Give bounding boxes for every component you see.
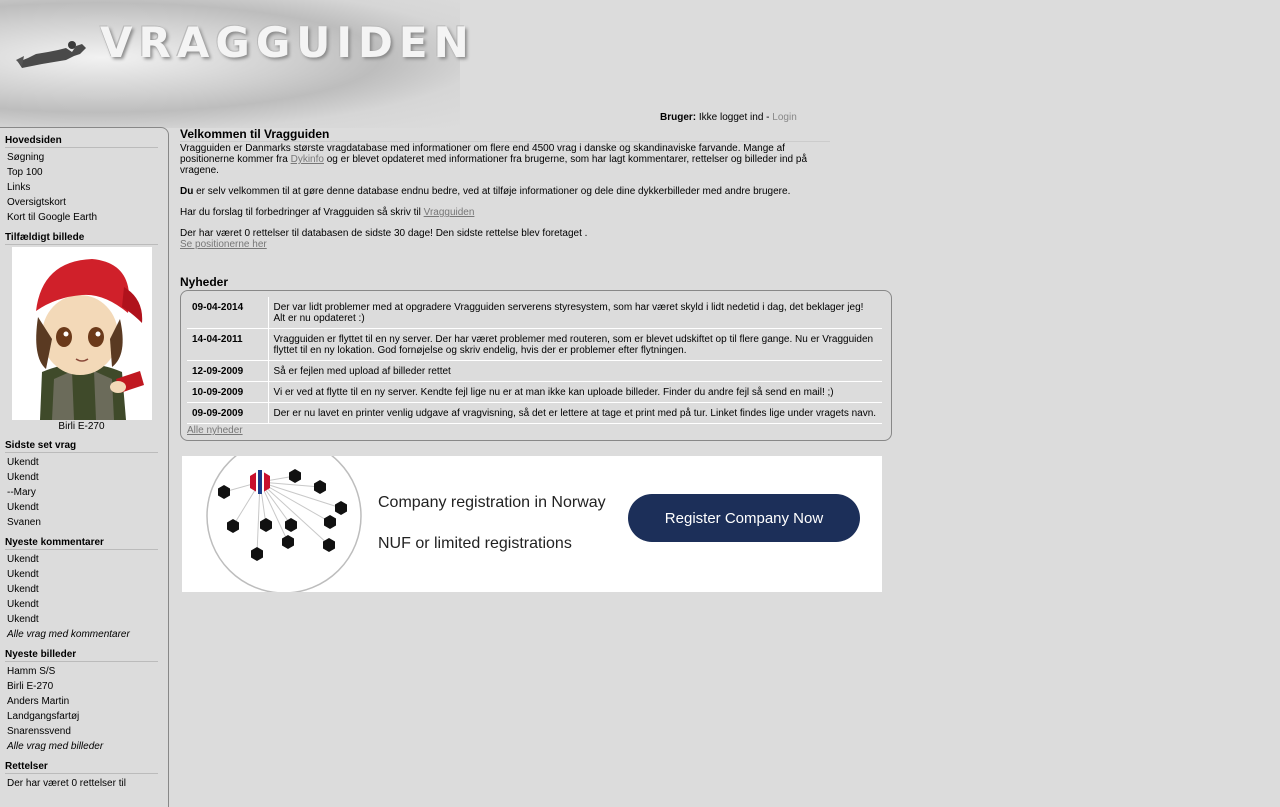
sidebar-last-seen-item[interactable]: --Mary	[7, 487, 36, 498]
all-news-link[interactable]: Alle nyheder	[187, 425, 243, 436]
site-header	[0, 0, 1280, 128]
login-link[interactable]: Login	[772, 112, 797, 123]
sidebar-last-seen-item[interactable]: Svanen	[7, 517, 41, 528]
sidebar-image-item[interactable]: Landgangsfartøj	[7, 711, 80, 722]
news-text: Der var lidt problemer med at opgradere Vragguiden serverens styresystem, som har været skyld i lidt nedetid i dag, det beklager jeg! Alt er nu opdateret :)	[268, 297, 882, 329]
sidebar-link-top100[interactable]: Top 100	[7, 167, 43, 178]
sidebar-heading-corrections: Rettelser	[5, 761, 158, 774]
news-date: 10-09-2009	[187, 382, 268, 403]
news-box	[180, 290, 892, 441]
page-title: Velkommen til Vragguiden	[180, 128, 830, 142]
sidebar-corrections-section	[5, 761, 158, 791]
news-date: 12-09-2009	[187, 361, 268, 382]
news-text: Vi er ved at flytte til en ny server. Kendte fejl lige nu er at man ikke kan uploade billeder. Finder du andre fejl så send en mail! ;)	[268, 382, 882, 403]
user-status	[660, 112, 797, 123]
sidebar-link-search[interactable]: Søgning	[7, 152, 45, 163]
login-status: Ikke logget ind -	[698, 112, 770, 123]
sidebar-comment-item[interactable]: Ukendt	[7, 599, 39, 610]
news-date: 14-04-2011	[187, 329, 268, 361]
news-text: Der er nu lavet en printer venlig udgave af vragvisning, så det er lettere at tage et print med på tur. Linket findes lige under vragets navn.	[268, 403, 882, 424]
dykinfo-link[interactable]: Dykinfo	[290, 154, 324, 165]
sidebar-link-google-earth[interactable]: Kort til Google Earth	[7, 212, 98, 223]
welcome-paragraph: Du er selv velkommen til at gøre denne database endnu bedre, ved at tilføje informationer og dele dine dykkerbilleder med andre brugere.	[180, 186, 791, 197]
intro-paragraph: Vragguiden er Danmarks største vragdatabase med informationer om flere end 4500 vrag i danske og skandinaviske farvande. Mange af positionerne kommer fra Dykinfo og er blevet opdateret med informationer fra brugerne, som har lagt kommentarer, rettelser og billeder ind på vragene.	[180, 143, 808, 176]
sidebar-comment-item[interactable]: Ukendt	[7, 614, 39, 625]
news-row	[187, 403, 882, 424]
logo-text: VRAGGUIDEN	[100, 18, 475, 67]
sidebar-last-seen-item[interactable]: Ukendt	[7, 472, 39, 483]
sidebar-heading-random-image: Tilfældigt billede	[5, 232, 158, 245]
sidebar-main-section	[5, 135, 158, 225]
sidebar-heading-images: Nyeste billeder	[5, 649, 158, 662]
news-heading: Nyheder	[180, 275, 229, 289]
news-row	[187, 361, 882, 382]
news-table	[187, 297, 882, 424]
sidebar-all-comments-link[interactable]: Alle vrag med kommentarer	[7, 629, 130, 640]
suggestion-paragraph: Har du forslag til forbedringer af Vragguiden så skriv til Vragguiden	[180, 207, 475, 218]
sidebar-comment-item[interactable]: Ukendt	[7, 584, 39, 595]
diver-icon	[14, 36, 94, 76]
positions-link[interactable]: Se positionerne her	[180, 239, 267, 250]
sidebar-link-overview-map[interactable]: Oversigtskort	[7, 197, 66, 208]
sidebar-image-item[interactable]: Birli E-270	[7, 681, 54, 692]
sidebar-random-image-section	[5, 232, 158, 433]
ad-headline: Company registration in Norway	[378, 494, 606, 511]
sidebar-last-seen-item[interactable]: Ukendt	[7, 502, 39, 513]
sidebar-heading-comments: Nyeste kommentarer	[5, 537, 158, 550]
sidebar-last-seen-section	[5, 440, 158, 530]
sidebar	[0, 127, 169, 807]
news-text: Vragguiden er flyttet til en ny server. Der har været problemer med routeren, som er blevet udskiftet op til flere gange. Nu er Vragguiden flyttet til en ny lokation. God fornøjelse og skriv endelig, hvis der er problemer efter flytningen.	[268, 329, 882, 361]
network-diagram-icon	[202, 456, 372, 592]
news-text: Så er fejlen med upload af billeder rettet	[268, 361, 882, 382]
news-row	[187, 382, 882, 403]
random-image[interactable]	[12, 247, 152, 420]
vragguiden-contact-link[interactable]: Vragguiden	[423, 207, 475, 218]
sidebar-images-section	[5, 649, 158, 754]
sidebar-comment-item[interactable]: Ukendt	[7, 569, 39, 580]
sidebar-corrections-text: Der har været 0 rettelser til	[7, 778, 126, 789]
sidebar-image-item[interactable]: Hamm S/S	[7, 666, 56, 677]
ad-banner[interactable]	[182, 456, 882, 592]
ad-subline: NUF or limited registrations	[378, 535, 572, 552]
sidebar-image-item[interactable]: Anders Martin	[7, 696, 70, 707]
news-date: 09-04-2014	[187, 297, 268, 329]
sidebar-all-images-link[interactable]: Alle vrag med billeder	[7, 741, 104, 752]
sidebar-heading-main: Hovedsiden	[5, 135, 158, 148]
news-date: 09-09-2009	[187, 403, 268, 424]
news-row	[187, 329, 882, 361]
user-label: Bruger:	[660, 112, 697, 123]
sidebar-comment-item[interactable]: Ukendt	[7, 554, 39, 565]
register-company-button[interactable]: Register Company Now	[628, 494, 860, 542]
header-logo-banner[interactable]	[0, 0, 475, 128]
news-row	[187, 297, 882, 329]
sidebar-image-item[interactable]: Snarenssvend	[7, 726, 71, 737]
changes-paragraph: Der har været 0 rettelser til databasen de sidste 30 dage! Den sidste rettelse blev foretaget . Se positionerne her	[180, 228, 588, 250]
main-content	[180, 128, 892, 441]
sidebar-last-seen-item[interactable]: Ukendt	[7, 457, 39, 468]
sidebar-comments-section	[5, 537, 158, 642]
sidebar-link-links[interactable]: Links	[7, 182, 31, 193]
random-image-caption[interactable]: Birli E-270	[58, 421, 105, 432]
sidebar-heading-last-seen: Sidste set vrag	[5, 440, 158, 453]
